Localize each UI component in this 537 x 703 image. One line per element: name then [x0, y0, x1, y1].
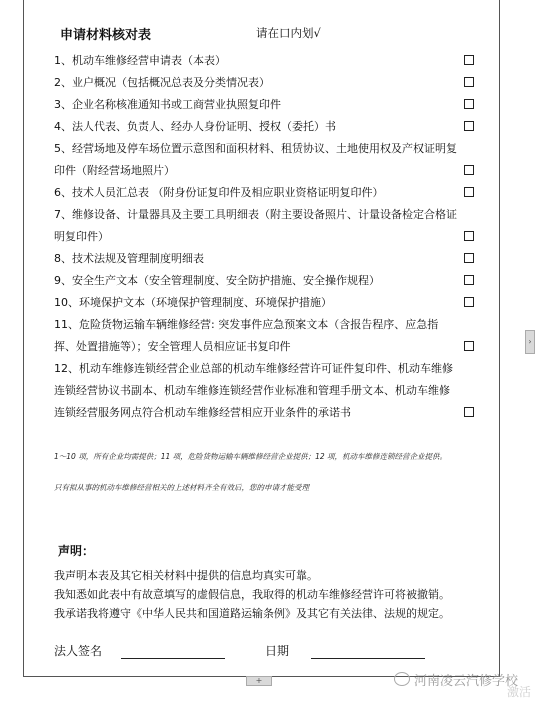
item-text: 1、机动车维修经营申请表（本表） — [54, 54, 226, 67]
page-left-border — [23, 0, 24, 676]
checklist-item-1 — [54, 50, 474, 72]
checkbox[interactable] — [464, 77, 474, 87]
checklist-item-11 — [54, 314, 474, 358]
declaration-line-3: 我承诺我将遵守《中华人民共和国道路运输条例》及其它有关法律、法规的规定。 — [54, 607, 450, 620]
note-1: 1～10 项，所有企业均需提供；11 项，危险货物运输车辆维修经营企业提供；12 项，机动车维修连锁经营企业提供。 — [54, 452, 448, 461]
declaration-title: 声明： — [58, 544, 95, 558]
declaration-body — [54, 566, 494, 623]
check-hint: 请在口内划√ — [256, 26, 321, 40]
checkbox[interactable] — [464, 253, 474, 263]
declaration-line-1: 我声明本表及其它相关材料中提供的信息均真实可靠。 — [54, 569, 318, 582]
checklist-item-7 — [54, 204, 474, 248]
checkbox[interactable] — [464, 55, 474, 65]
item-text: 7、维修设备、计量器具及主要工具明细表（附主要设备照片、计量设备检定合格证明复印件） — [54, 208, 457, 243]
item-text: 11、危险货物运输车辆维修经营: 突发事件应急预案文本（含报告程序、应急指挥、处置措施等）；安全管理人员相应证书复印件 — [54, 318, 439, 353]
date-line[interactable] — [311, 658, 425, 659]
checklist-item-3 — [54, 94, 474, 116]
checkbox[interactable] — [464, 275, 474, 285]
checkbox[interactable] — [464, 121, 474, 131]
watermark-corner: 激活 — [507, 685, 532, 699]
item-text: 9、安全生产文本（安全管理制度、安全防护措施、安全操作规程） — [54, 274, 380, 287]
declaration-line-2: 我知悉如此表中有故意填写的虚假信息，我取得的机动车维修经营许可将被撤销。 — [54, 588, 450, 601]
checkbox[interactable] — [464, 407, 474, 417]
checkbox[interactable] — [464, 297, 474, 307]
page-right-border — [499, 0, 500, 676]
item-text: 12、机动车维修连锁经营企业总部的机动车维修经营许可证件复印件、机动车维修连锁经营协议书副本、机动车维修连锁经营作业标准和管理手册文本、机动车维修连锁经营服务网点符合机动车维修经营相应开业条件的承诺书 — [54, 362, 453, 419]
checklist-item-8 — [54, 248, 474, 270]
item-text: 4、法人代表、负责人、经办人身份证明、授权（委托）书 — [54, 120, 336, 133]
notes — [54, 449, 474, 496]
signature-label: 法人签名 — [54, 644, 103, 658]
form-header — [60, 24, 151, 43]
checkbox[interactable] — [464, 231, 474, 241]
watermark-text: 河南凌云汽修学校 — [414, 674, 519, 689]
checklist-item-2 — [54, 72, 474, 94]
note-2: 只有拟从事的机动车维修经营相关的上述材料齐全有效后，您的申请才能受理 — [54, 483, 309, 492]
checklist-item-12 — [54, 358, 474, 424]
checkbox[interactable] — [464, 165, 474, 175]
item-text: 8、技术法规及管理制度明细表 — [54, 252, 204, 265]
item-text: 6、技术人员汇总表 （附身份证复印件及相应职业资格证明复印件） — [54, 186, 384, 199]
item-text: 5、经营场地及停车场位置示意图和面积材料、租赁协议、土地使用权及产权证明复印件（附经营场地照片） — [54, 142, 457, 177]
checkbox[interactable] — [464, 187, 474, 197]
checklist-item-4 — [54, 116, 474, 138]
item-text: 2、业户概况（包括概况总表及分类情况表） — [54, 76, 270, 89]
item-text: 3、企业名称核准通知书或工商营业执照复印件 — [54, 98, 281, 111]
checklist-item-10 — [54, 292, 474, 314]
form-title: 申请材料核对表 — [60, 28, 152, 43]
checkbox[interactable] — [464, 341, 474, 351]
date-label: 日期 — [265, 644, 290, 658]
checklist-item-5 — [54, 138, 474, 182]
bottom-expand-tab[interactable]: + — [246, 676, 272, 686]
signature-line[interactable] — [121, 658, 225, 659]
item-text: 10、环境保护文本（环境保护管理制度、环境保护措施） — [54, 296, 332, 309]
checklist-item-6 — [54, 182, 474, 204]
checklist-item-9 — [54, 270, 474, 292]
side-expand-tab[interactable]: › — [525, 330, 535, 354]
checklist — [54, 50, 474, 424]
wechat-icon — [394, 672, 410, 686]
checkbox[interactable] — [464, 99, 474, 109]
